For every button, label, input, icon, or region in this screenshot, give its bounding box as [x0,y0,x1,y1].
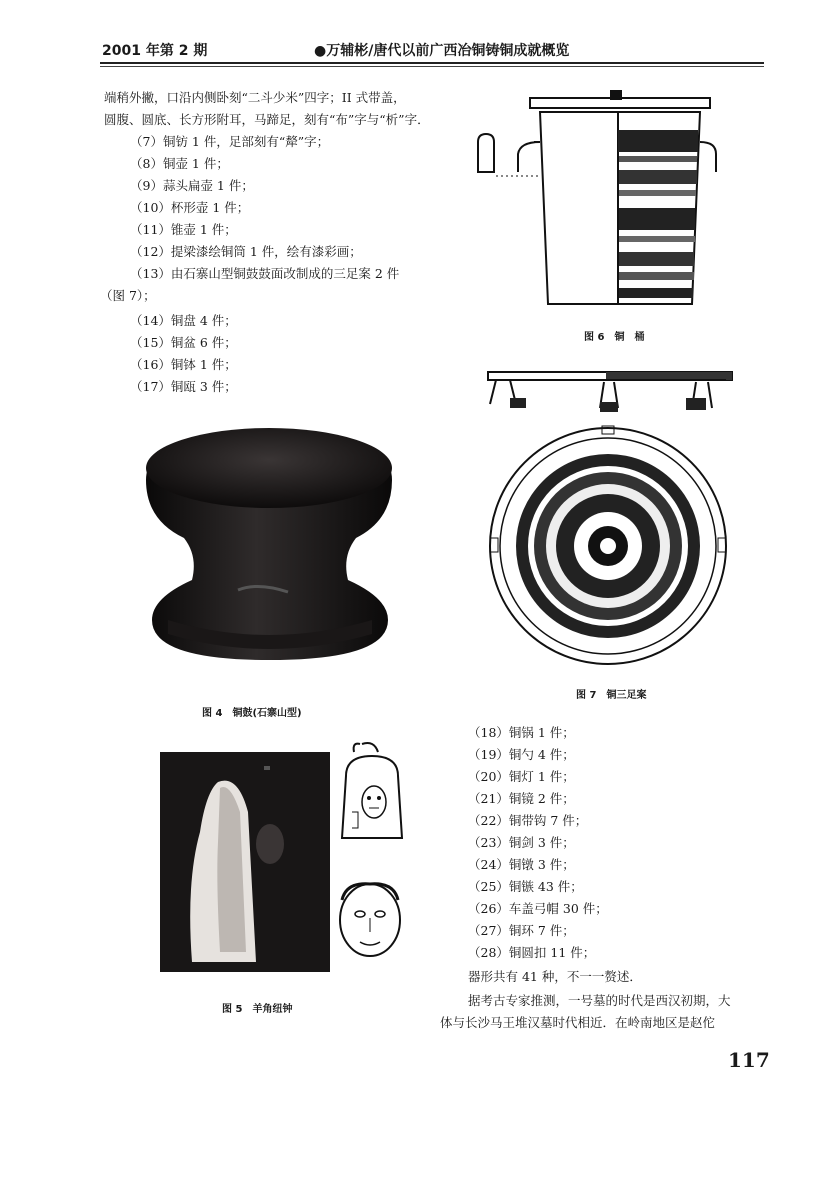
header-rule-thin [100,66,764,67]
list-item: （15）铜盆 6 件； [130,335,237,350]
figure-5-bell-drawing [332,742,412,972]
list-item: （21）铜镜 2 件； [468,791,575,806]
list-item: （9）蒜头扁壶 1 件； [130,178,254,193]
list-item: （7）铜钫 1 件，足部刻有“犛”字； [130,134,330,149]
figure-4-bronze-drum-photo [138,420,400,670]
list-item: （22）铜带钩 7 件； [468,813,588,828]
list-item: （13）由石寨山型铜鼓鼓面改制成的三足案 2 件 [130,266,400,281]
list-item: （8）铜壶 1 件； [130,156,229,171]
list-item: （18）铜锅 1 件； [468,725,575,740]
header-rule [100,62,764,64]
list-item: （25）铜镞 43 件； [468,879,583,894]
figure-7-caption: 图 7 铜三足案 [576,690,647,701]
list-item: （10）杯形壶 1 件； [130,200,250,215]
text-line: 端稍外撇，口沿内侧卧刻“二斗少米”四字；II 式带盖， [104,90,406,105]
list-item: （24）铜镦 3 件； [468,857,575,872]
list-item: （27）铜环 7 件； [468,923,575,938]
figure-5-caption: 图 5 羊角纽钟 [222,1004,293,1015]
list-item: （23）铜剑 3 件； [468,835,575,850]
list-item: （20）铜灯 1 件； [468,769,575,784]
running-title: ●万辅彬/唐代以前广西冶铜铸铜成就概览 [314,43,570,59]
list-item: （16）铜钵 1 件； [130,357,237,372]
list-item: （26）车盖弓帽 30 件； [468,901,608,916]
text-line: （图 7）； [100,288,156,303]
text-line: 器形共有 41 种，不一一赘述． [468,969,642,984]
list-item: （28）铜圆扣 11 件； [468,945,596,960]
list-item: （12）提梁漆绘铜筒 1 件，绘有漆彩画； [130,244,362,259]
list-item: （11）锥壶 1 件； [130,222,237,237]
figure-4-caption: 图 4 铜鼓(石寨山型) [202,708,302,719]
text-line: 体与长沙马王堆汉墓时代相近．在岭南地区是赵佗 [440,1015,716,1030]
list-item: （17）铜瓯 3 件； [130,379,237,394]
figure-7-table-drawing [486,368,736,678]
journal-issue: 2001 年第 2 期 [102,43,208,59]
text-line: 圆腹、圆底、长方形附耳，马蹄足，刻有“布”字与“析”字． [104,112,430,127]
page-number: 117 [728,1048,770,1072]
figure-6-caption: 图 6 铜 桶 [584,332,645,343]
list-item: （14）铜盘 4 件； [130,313,237,328]
figure-6-bucket-drawing [470,90,730,320]
figure-5-bell-photo [160,752,330,972]
list-item: （19）铜勺 4 件； [468,747,575,762]
text-line: 据考古专家推测，一号墓的时代是西汉初期，大 [468,993,731,1008]
